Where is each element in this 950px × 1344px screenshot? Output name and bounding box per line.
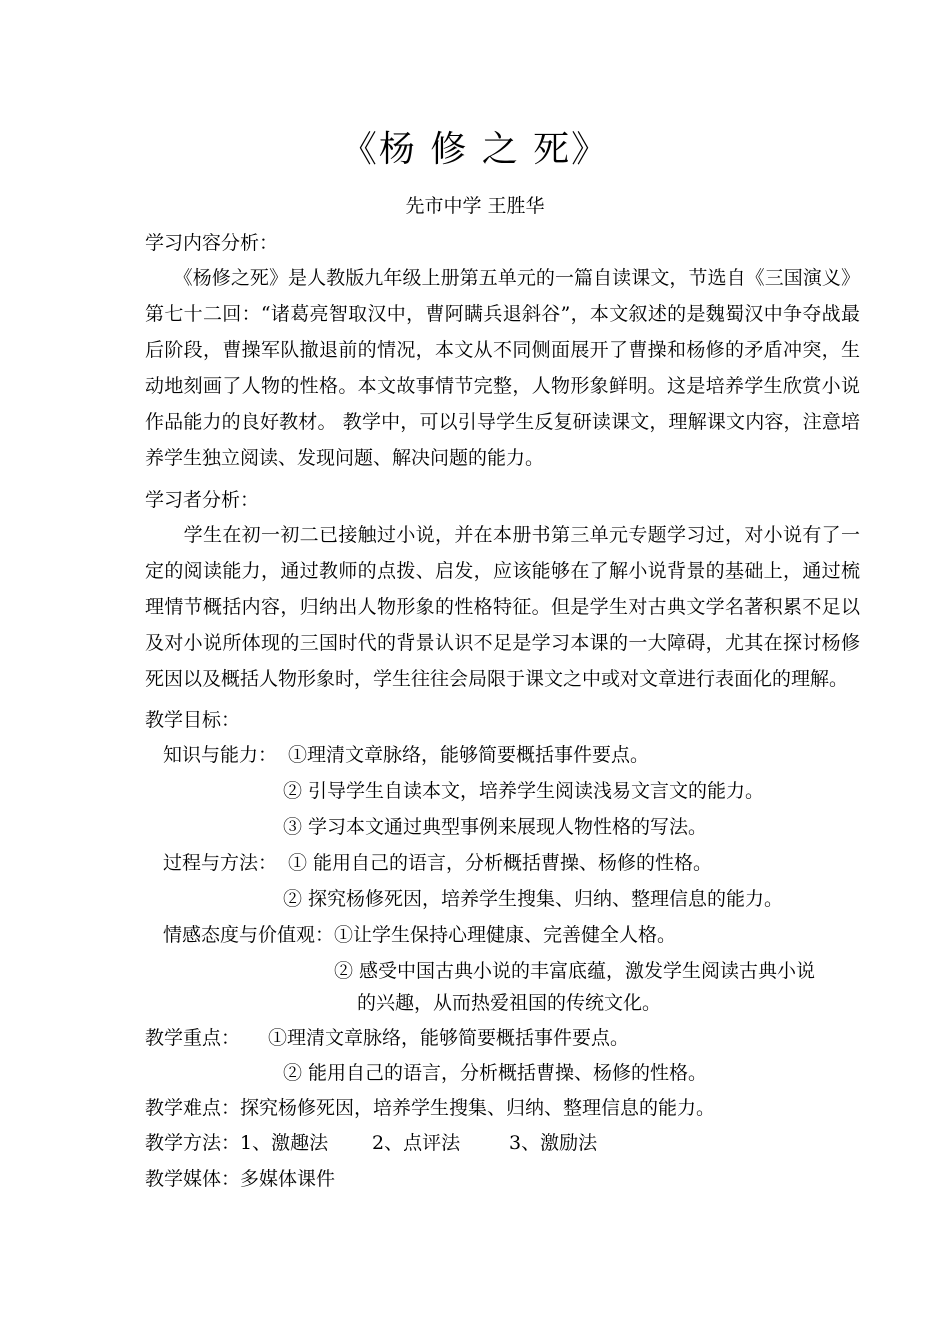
key-point-1: ①理清文章脉络，能够简要概括事件要点。 bbox=[268, 1027, 630, 1049]
method-2: 2、点评法 bbox=[372, 1132, 461, 1154]
document-title: 《杨 修 之 死》 bbox=[340, 129, 610, 170]
author-line: 先市中学 王胜华 bbox=[405, 195, 545, 217]
key-point-2: ② 能用自己的语言，分析概括曹操、杨修的性格。 bbox=[283, 1062, 708, 1084]
emotion-label: 情感态度与价值观： bbox=[163, 924, 335, 946]
learner-analysis-paragraph: 学生在初一初二已接触过小说，并在本册书第三单元专题学习过，对小说有了一定的阅读能力，通过教师的点拨、启发，应该能够在了解小说背景的基础上，通过梳理情节概括内容，归纳出人物形象的性格特征。但是学生对古典文学名著积累不足以及对小说所体现的三国时代的背景认识不足是学习本课的一大障碍，尤其在探讨杨修死因以及概括人物形象时，学生往往会局限于课文之中或对文章进行表面化的理解。 bbox=[145, 524, 860, 690]
method-1: 1、激趣法 bbox=[240, 1132, 329, 1154]
knowledge-item-1: ①理清文章脉络，能够简要概括事件要点。 bbox=[288, 744, 650, 766]
emotion-item-2b: 的兴趣，从而热爱祖国的传统文化。 bbox=[357, 992, 662, 1014]
content-analysis-paragraph: 《杨修之死》是人教版九年级上册第五单元的一篇自读课文，节选自《三国演义》第七十二回：“诸葛亮智取汉中，曹阿瞒兵退斜谷”，本文叙述的是魏蜀汉中争夺战最后阶段，曹操军队撤退前的情况，本文从不同侧面展开了曹操和杨修的矛盾冲突，生动地刻画了人物的性格。本文故事情节完整，人物形象鲜明。这是培养学生欣赏小说作品能力的良好教材。 教学中，可以引导学生反复研读课文，理解课文内容，注意培养学生独立阅读、发现问题、解决问题的能力。 bbox=[145, 267, 860, 469]
process-label: 过程与方法： bbox=[163, 852, 278, 874]
method-3: 3、激励法 bbox=[509, 1132, 598, 1154]
media-line: 教学媒体：多媒体课件 bbox=[145, 1168, 336, 1190]
key-points-label: 教学重点： bbox=[145, 1027, 241, 1049]
knowledge-item-3: ③ 学习本文通过典型事例来展现人物性格的写法。 bbox=[283, 816, 708, 838]
process-item-2: ② 探究杨修死因，培养学生搜集、归纳、整理信息的能力。 bbox=[283, 888, 784, 910]
emotion-item-2a: ② 感受中国古典小说的丰富底蕴，激发学生阅读古典小说 bbox=[334, 960, 816, 982]
difficulty-line: 教学难点：探究杨修死因，培养学生搜集、归纳、整理信息的能力。 bbox=[145, 1097, 716, 1119]
learner-analysis-heading: 学习者分析： bbox=[145, 489, 260, 511]
process-item-1: ① 能用自己的语言，分析概括曹操、杨修的性格。 bbox=[288, 852, 713, 874]
emotion-item-1: ①让学生保持心理健康、完善健全人格。 bbox=[334, 924, 677, 946]
content-analysis-heading: 学习内容分析： bbox=[145, 232, 279, 254]
knowledge-label: 知识与能力： bbox=[163, 744, 278, 766]
methods-label: 教学方法： bbox=[145, 1132, 241, 1154]
knowledge-item-2: ② 引导学生自读本文，培养学生阅读浅易文言文的能力。 bbox=[283, 780, 765, 802]
objectives-heading: 教学目标： bbox=[145, 709, 241, 731]
